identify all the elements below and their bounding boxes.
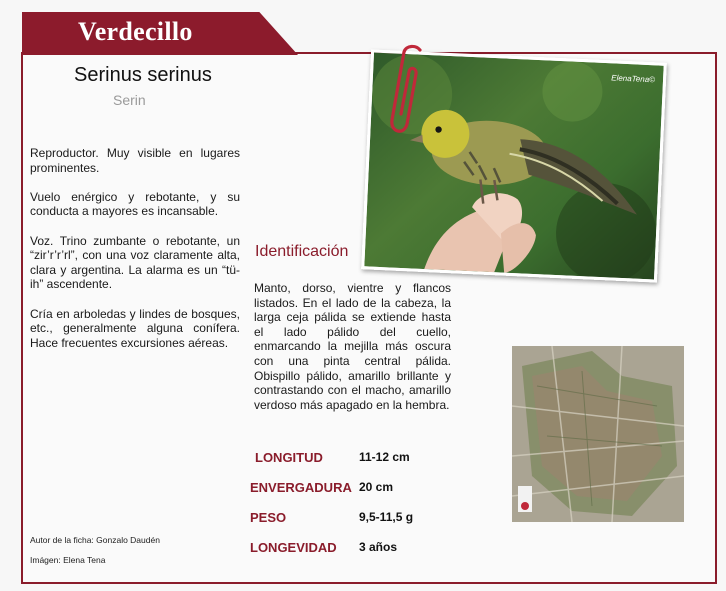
description-paragraph: Cría en arboledas y lindes de bosques, etc., generalmente alguna conífera. Hace frecuentes excursiones aéreas. bbox=[30, 306, 240, 350]
stat-label: PESO bbox=[250, 510, 287, 525]
map-image bbox=[512, 346, 684, 522]
paperclip-icon bbox=[388, 44, 428, 138]
image-credit: Imágen: Elena Tena bbox=[30, 555, 106, 565]
page-title: Verdecillo bbox=[78, 17, 193, 46]
stat-label: LONGITUD bbox=[255, 450, 323, 465]
stat-value: 11-12 cm bbox=[359, 450, 410, 464]
stat-value: 20 cm bbox=[359, 480, 394, 494]
stat-label: ENVERGADURA bbox=[250, 480, 352, 495]
description bbox=[30, 146, 240, 365]
distribution-map bbox=[512, 346, 684, 522]
description-paragraph: Reproductor. Muy visible en lugares prominentes. bbox=[30, 146, 240, 175]
identification-title: Identificación bbox=[255, 243, 349, 260]
common-name: Serin bbox=[113, 92, 146, 108]
stat-value: 9,5-11,5 g bbox=[359, 510, 414, 524]
photo-caption: ElenaTena© bbox=[611, 73, 656, 85]
author-credit: Autor de la ficha: Gonzalo Daudén bbox=[30, 535, 160, 545]
scientific-name: Serinus serinus bbox=[74, 64, 212, 86]
description-paragraph: Voz. Trino zumbante o rebotante, un “zir’r’r’rl”, con una voz claramente alta, clara y argentina. La alarma es un “tü-ih” ascendente. bbox=[30, 233, 240, 292]
stat-label: LONGEVIDAD bbox=[250, 540, 337, 555]
description-paragraph: Vuelo enérgico y rebotante, y su conducta a mayores es incansable. bbox=[30, 189, 240, 219]
stat-value: 3 años bbox=[359, 540, 398, 554]
identification-text: Manto, dorso, vientre y flancos listados. En el lado de la cabeza, la larga ceja pálida se extiende hasta el lado pálido del cuello, enmarcando la mejilla más oscura con una pinta central pálida. Obispillo pálido, amarillo brillante y contrastando con el macho, amarillo verdoso más apagado en la hembra. bbox=[254, 281, 451, 412]
